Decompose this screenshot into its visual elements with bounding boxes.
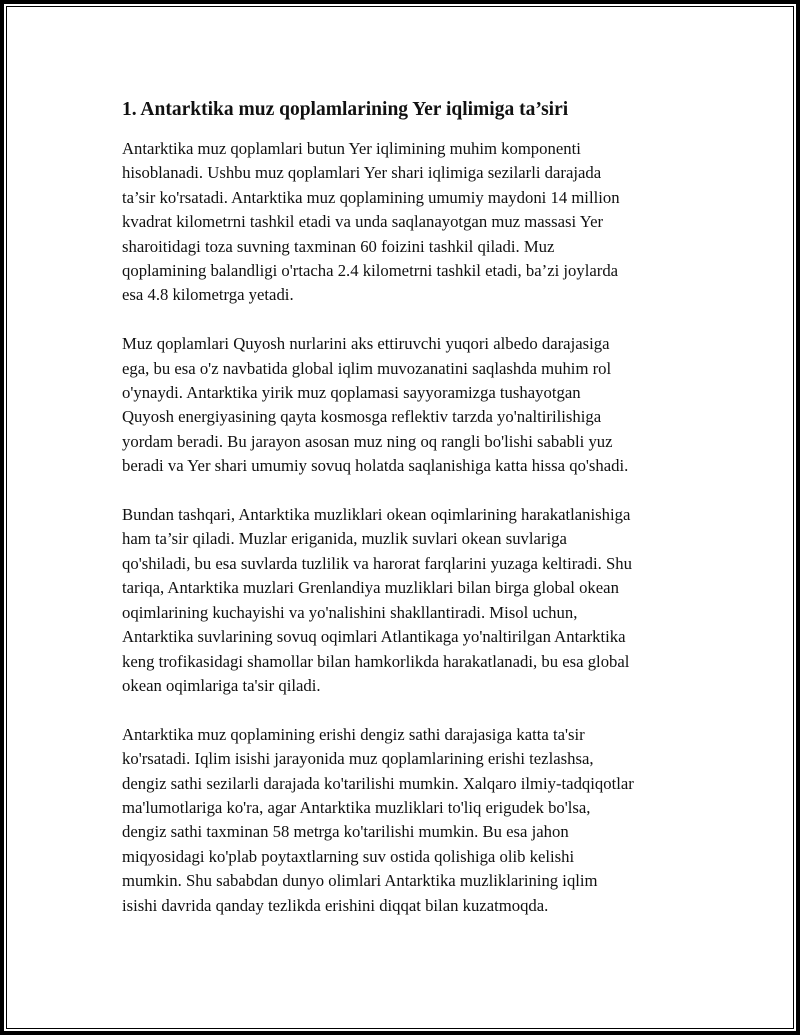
paragraph-line: Antarktika muz qoplamlari butun Yer iqlimining muhim komponenti [122,139,581,158]
paragraph-line: hisoblanadi. Ushbu muz qoplamlari Yer shari iqlimiga sezilarli darajada [122,163,602,183]
document-content [122,96,688,918]
paragraph-line: dengiz sathi sezilarli darajada ko'tarilishi mumkin. Xalqaro ilmiy-tadqiqotlar [122,773,634,793]
paragraph-line: Bundan tashqari, Antarktika muzliklari okean oqimlarining harakatlanishiga [122,505,631,525]
paragraph-line: kvadrat kilometrni tashkil etadi va unda saqlanayotgan muz massasi Yer [122,212,604,232]
paragraph-line: ko'rsatadi. Iqlim isishi jarayonida muz qoplamlarining erishi tezlashsa, [122,749,594,769]
paragraph-line: Antarktika muz qoplamining erishi dengiz sathi darajasiga katta ta'sir [122,724,585,744]
paragraph-line: Quyosh energiyasining qayta kosmosga reflektiv tarzda yo'naltirilishiga [122,407,602,427]
paragraph-line: okean oqimlariga ta'sir qiladi. [122,675,321,695]
paragraph-line: o'ynaydi. Antarktika yirik muz qoplamasi sayyoramizga tushayotgan [122,383,581,403]
paragraph-line: ma'lumotlariga ko'ra, agar Antarktika muzliklari to'liq erigudek bo'lsa, [122,797,591,817]
paragraph-line: sharoitidagi toza suvning taxminan 60 foizini tashkil qiladi. Muz [122,236,555,256]
paragraph-line: isishi davrida qanday tezlikda erishini diqqat bilan kuzatmoqda. [122,895,549,915]
paragraph-line: keng trofikasidagi shamollar bilan hamkorlikda harakatlanadi, bu esa global [122,651,630,671]
paragraph-line: yordam beradi. Bu jarayon asosan muz ning oq rangli bo'lishi sababli yuz [122,431,613,451]
paragraph-line: dengiz sathi taxminan 58 metrga ko'tarilishi mumkin. Bu esa jahon [122,822,569,842]
paragraph-list [122,137,688,918]
paragraph-line: qoplamining balandligi o'rtacha 2.4 kilometrni tashkil etadi, ba’zi joylarda [122,261,619,281]
section-heading: 1. Antarktika muz qoplamlarining Yer iqlimiga ta’siri [122,99,569,120]
paragraph-line: beradi va Yer shari umumiy sovuq holatda saqlanishiga katta hissa qo'shadi. [122,456,629,476]
paragraph [122,332,688,478]
paragraph-line: mumkin. Shu sababdan dunyo olimlari Antarktika muzliklarining iqlim [122,871,598,891]
paragraph-line: ega, bu esa o'z navbatida global iqlim muvozanatini saqlashda muhim rol [122,358,612,378]
paragraph-line: ta’sir ko'rsatadi. Antarktika muz qoplamining umumiy maydoni 14 million [122,187,620,207]
paragraph [122,137,688,308]
paragraph-line: miqyosidagi ko'plab poytaxtlarning suv ostida qolishiga olib kelishi [122,846,575,866]
paragraph [122,723,688,918]
paragraph-line: qo'shiladi, bu esa suvlarda tuzlilik va harorat farqlarini yuzaga keltiradi. Shu [122,553,632,573]
paragraph-line: tariqa, Antarktika muzlari Grenlandiya muzliklari bilan birga global okean [122,578,619,598]
paragraph-line: ham ta’sir qiladi. Muzlar eriganida, muzlik suvlari okean suvlariga [122,529,567,549]
paragraph [122,503,688,698]
paragraph-line: esa 4.8 kilometrga yetadi. [122,285,294,305]
paragraph-line: Antarktika suvlarining sovuq oqimlari Atlantikaga yo'naltirilgan Antarktika [122,627,626,647]
paragraph-line: oqimlarining kuchayishi va yo'nalishini shakllantiradi. Misol uchun, [122,602,578,622]
paragraph-line: Muz qoplamlari Quyosh nurlarini aks ettiruvchi yuqori albedo darajasiga [122,334,610,354]
